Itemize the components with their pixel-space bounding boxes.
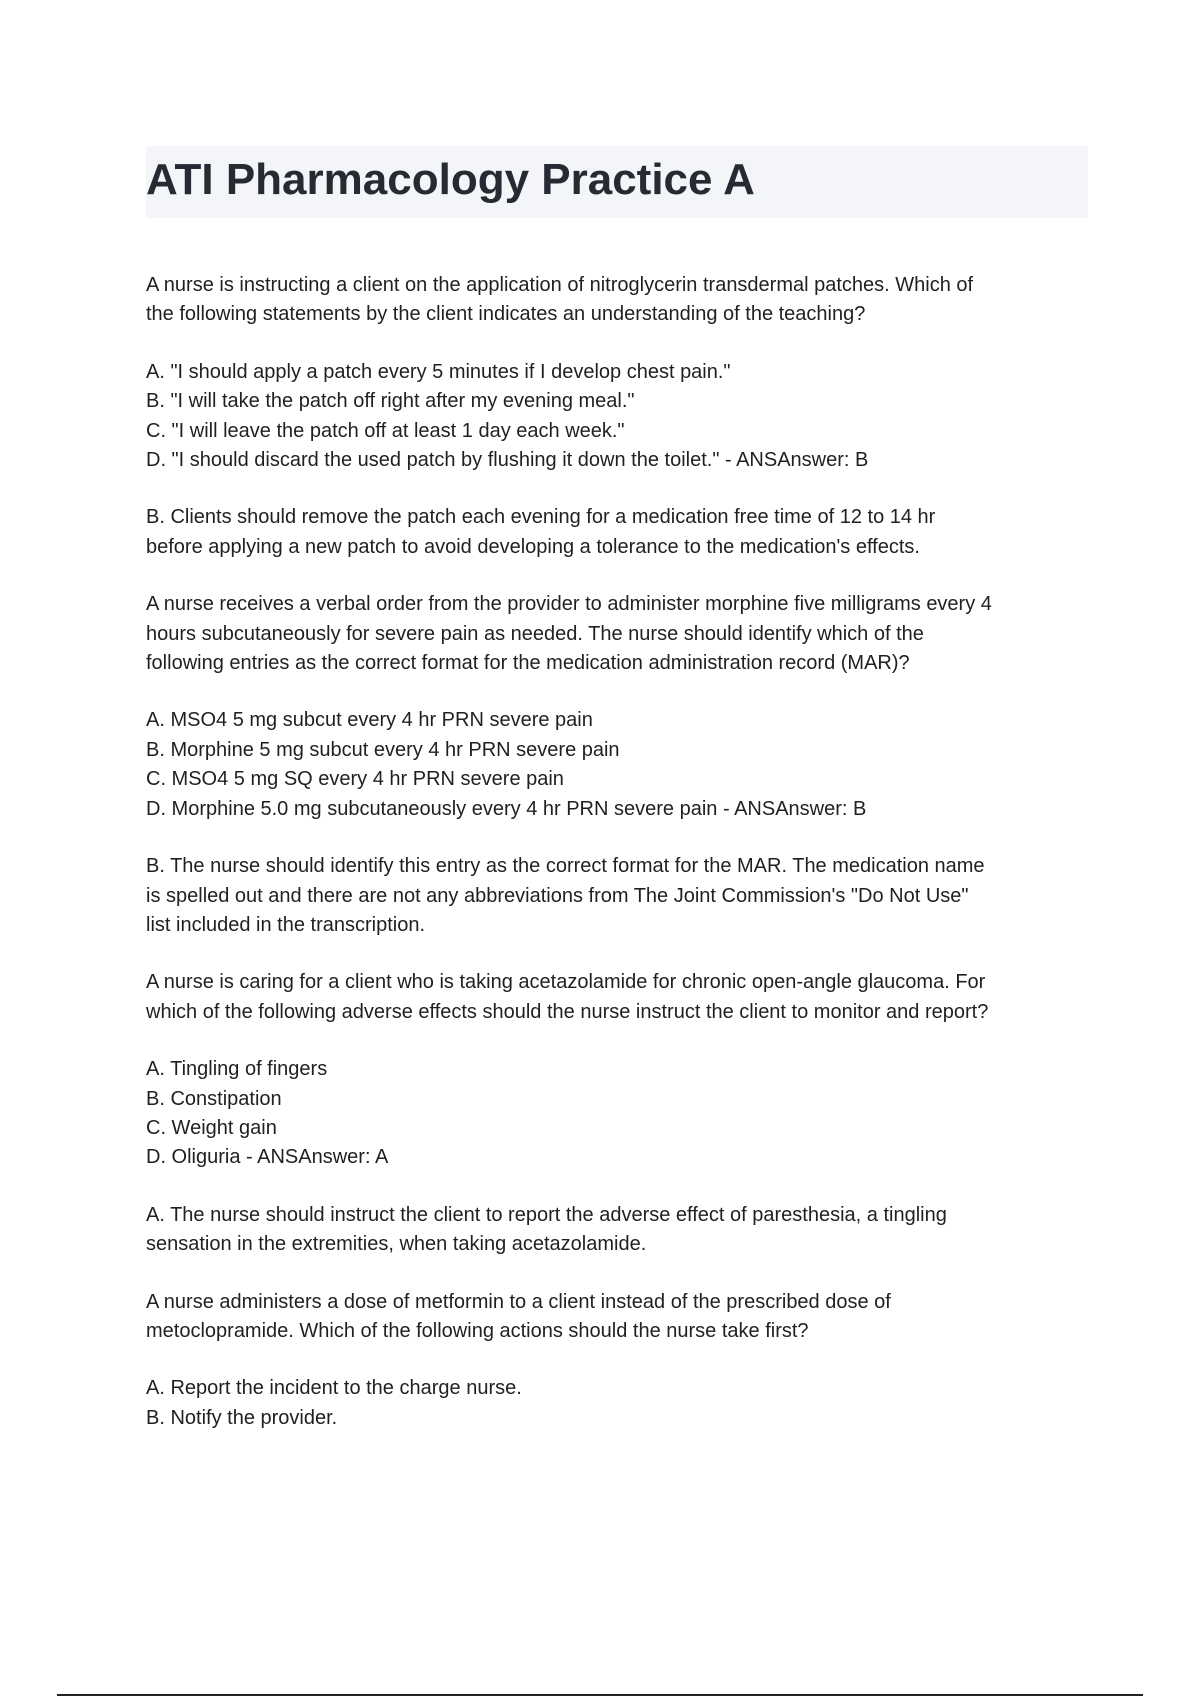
answer-options [146, 358, 1096, 476]
question-line: which of the following adverse effects should the nurse instruct the client to monitor and report? [146, 1000, 989, 1023]
answer-option: C. Weight gain [146, 1116, 277, 1139]
question-line: the following statements by the client indicates an understanding of the teaching? [146, 303, 866, 326]
question-text [146, 1288, 1096, 1347]
answer-option: C. "I will leave the patch off at least 1 day each week." [146, 419, 625, 442]
question-line: A nurse receives a verbal order from the provider to administer morphine five milligrams every 4 [146, 593, 992, 616]
question-text [146, 968, 1096, 1027]
answer-option: A. Tingling of fingers [146, 1058, 328, 1081]
answer-options [146, 1055, 1096, 1173]
document-body [146, 271, 1096, 1433]
question-block [146, 590, 1096, 968]
rationale-line: B. The nurse should identify this entry as the correct format for the MAR. The medication name [146, 855, 985, 878]
answer-option: C. MSO4 5 mg SQ every 4 hr PRN severe pain [146, 768, 564, 791]
rationale-line: is spelled out and there are not any abbreviations from The Joint Commission's "Do Not Use" [146, 884, 969, 907]
question-text [146, 271, 1096, 330]
rationale-text [146, 1201, 1096, 1260]
rationale-line: A. The nurse should instruct the client to report the adverse effect of paresthesia, a tingling [146, 1203, 947, 1226]
page-title: ATI Pharmacology Practice A [146, 155, 755, 204]
answer-options [146, 1374, 1096, 1433]
answer-options [146, 706, 1096, 824]
answer-option: A. MSO4 5 mg subcut every 4 hr PRN severe pain [146, 709, 593, 732]
answer-option: B. Morphine 5 mg subcut every 4 hr PRN severe pain [146, 738, 620, 761]
question-line: A nurse administers a dose of metformin to a client instead of the prescribed dose of [146, 1290, 891, 1313]
answer-option: A. Report the incident to the charge nurse. [146, 1377, 522, 1400]
question-block [146, 271, 1096, 590]
rationale-text [146, 503, 1096, 562]
question-block [146, 1288, 1096, 1434]
answer-option: B. Notify the provider. [146, 1406, 338, 1429]
question-line: hours subcutaneously for severe pain as needed. The nurse should identify which of the [146, 622, 924, 645]
answer-option: D. "I should discard the used patch by flushing it down the toilet." - ANSAnswer: B [146, 449, 869, 472]
question-line: following entries as the correct format for the medication administration record (MAR)? [146, 652, 910, 675]
rationale-line: before applying a new patch to avoid developing a tolerance to the medication's effects. [146, 535, 920, 558]
question-line: A nurse is instructing a client on the application of nitroglycerin transdermal patches. Which of [146, 274, 974, 296]
question-text [146, 590, 1096, 678]
question-block [146, 968, 1096, 1287]
answer-option: B. "I will take the patch off right after my evening meal." [146, 390, 635, 413]
rationale-line: list included in the transcription. [146, 913, 426, 936]
answer-option: D. Oliguria - ANSAnswer: A [146, 1146, 389, 1169]
rationale-text [146, 852, 1096, 940]
answer-option: B. Constipation [146, 1087, 282, 1110]
question-line: metoclopramide. Which of the following actions should the nurse take first? [146, 1319, 809, 1342]
rationale-line: B. Clients should remove the patch each evening for a medication free time of 12 to 14 hr [146, 506, 936, 529]
question-line: A nurse is caring for a client who is taking acetazolamide for chronic open-angle glaucoma. For [146, 971, 986, 994]
footer-divider [57, 1694, 1143, 1696]
title-banner [146, 146, 1088, 218]
answer-option: D. Morphine 5.0 mg subcutaneously every 4 hr PRN severe pain - ANSAnswer: B [146, 797, 867, 820]
answer-option: A. "I should apply a patch every 5 minutes if I develop chest pain." [146, 360, 731, 383]
rationale-line: sensation in the extremities, when taking acetazolamide. [146, 1233, 647, 1256]
